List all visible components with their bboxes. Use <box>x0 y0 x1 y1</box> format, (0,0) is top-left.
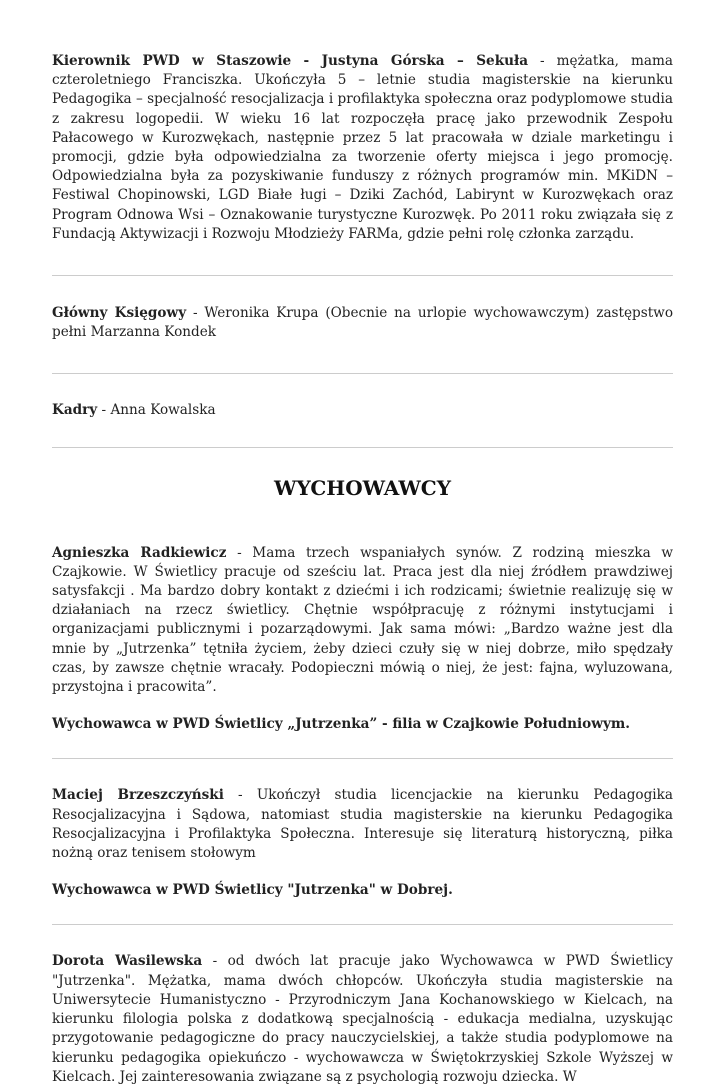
wasilewska-text: - od dwóch lat pracuje jako Wychowawca w PWD Świetlicy "Jutrzenka". Mężatka, mama dwóch chłopców. Ukończyła studia magisterskie na Uniwersytecie Humanistyczno - Przyrodniczym Jana Kochanowskiego w Kielcach, na kierunku filologia polska z dodatkową specjalnością - edukacja medialna, uzyskując przygotowanie pedagogiczne do pracy nauczycielskiej, a także studia podyplomowe na kierunku pedagogika opiekuńczo - wychowawcza w Świętokrzyskiej Szkole Wyższej w Kielcach. Jej zainteresowania związane są z psychologią rozwoju dziecka. W <box>52 953 673 1085</box>
radkiewicz-text: - Mama trzech wspaniałych synów. Z rodziną mieszka w Czajkowie. W Świetlicy pracuje od sześciu lat. Praca jest dla niej źródłem prawdziwej satysfakcji . Ma bardzo dobry kontakt z dziećmi i ich rodzicami; świetnie realizuję się w działaniach na rzecz świetlicy. Chętnie współpracuję z różnymi instytucjami i organizacjami publicznymi i pozarządowymi. Jak sama mówi: „Bardzo ważne jest dla mnie by „Jutrzenka” tętniła życiem, żeby dzieci czuły się w niej dobrze, miło spędzały czas, by zawsze chętnie wracały. Podopieczni mówią o niej, że jest: fajna, wyluzowana, przystojna i pracowita”. <box>52 544 673 696</box>
radkiewicz-role: Wychowawca w PWD Świetlicy „Jutrzenka” - filia w Czajkowie Południowym. <box>52 716 630 733</box>
wasilewska-name: Dorota Wasilewska <box>52 953 203 970</box>
kadry-name: Kadry <box>52 402 98 419</box>
section-heading: WYCHOWAWCY <box>274 475 451 500</box>
brzeszczynski-role: Wychowawca w PWD Świetlicy "Jutrzenka" w Dobrej. <box>52 882 453 899</box>
wasilewska-paragraph <box>52 952 673 1086</box>
kierownik-paragraph <box>52 52 673 244</box>
ksiegowy-text: - Weronika Krupa (Obecnie na urlopie wychowawczym) zastępstwo pełni Marzanna Kondek <box>52 305 673 341</box>
kadry-paragraph <box>52 401 673 420</box>
radkiewicz-paragraph <box>52 544 673 698</box>
brzeszczynski-paragraph <box>52 786 673 863</box>
ksiegowy-name: Główny Księgowy <box>52 305 187 322</box>
brzeszczynski-text: - Ukończył studia licencjackie na kierunku Pedagogika Resocjalizacyjna i Sądowa, natomiast studia magisterskie na kierunku Pedagogika Resocjalizacyjna i Profilaktyka Społeczna. Interesuje się literaturą historyczną, piłka nożną oraz tenisem stołowym <box>52 787 673 862</box>
kadry-text: - Anna Kowalska <box>97 402 216 419</box>
kierownik-name: Kierownik PWD w Staszowie - Justyna Górska – Sekuła <box>52 53 529 69</box>
document-page <box>52 52 673 1087</box>
brzeszczynski-name: Maciej Brzeszczyński <box>52 787 224 804</box>
kierownik-text: - mężatka, mama czteroletniego Franciszka. Ukończyła 5 – letnie studia magisterskie na kierunku Pedagogika – specjalność resocjalizacja i profilaktyka społeczna oraz podyplomowe studia z zakresu logopedii. W wieku 16 lat rozpoczęła pracę jako przewodnik Zespołu Pałacowego w Kurozwękach, następnie przez 5 lat pracowała w dziale marketingu i promocji, gdzie była odpowiedzialna za tworzenie oferty miejsca i jego promocję. Odpowiedzialna była za pozyskiwanie funduszy z różnych programów min. MKiDN – Festiwal Chopinowski, LGD Białe ługi – Dziki Zachód, Labirynt w Kurozwękach oraz Program Odnowa Wsi – Oznakowanie turystyczne Kurozwęk. Po 2011 roku związała się z Fundacją Aktywizacji i Rozwoju Młodzieży FARMa, gdzie pełni rolę członka zarządu. <box>52 53 673 242</box>
ksiegowy-paragraph <box>52 304 673 342</box>
radkiewicz-name: Agnieszka Radkiewicz <box>52 544 227 561</box>
